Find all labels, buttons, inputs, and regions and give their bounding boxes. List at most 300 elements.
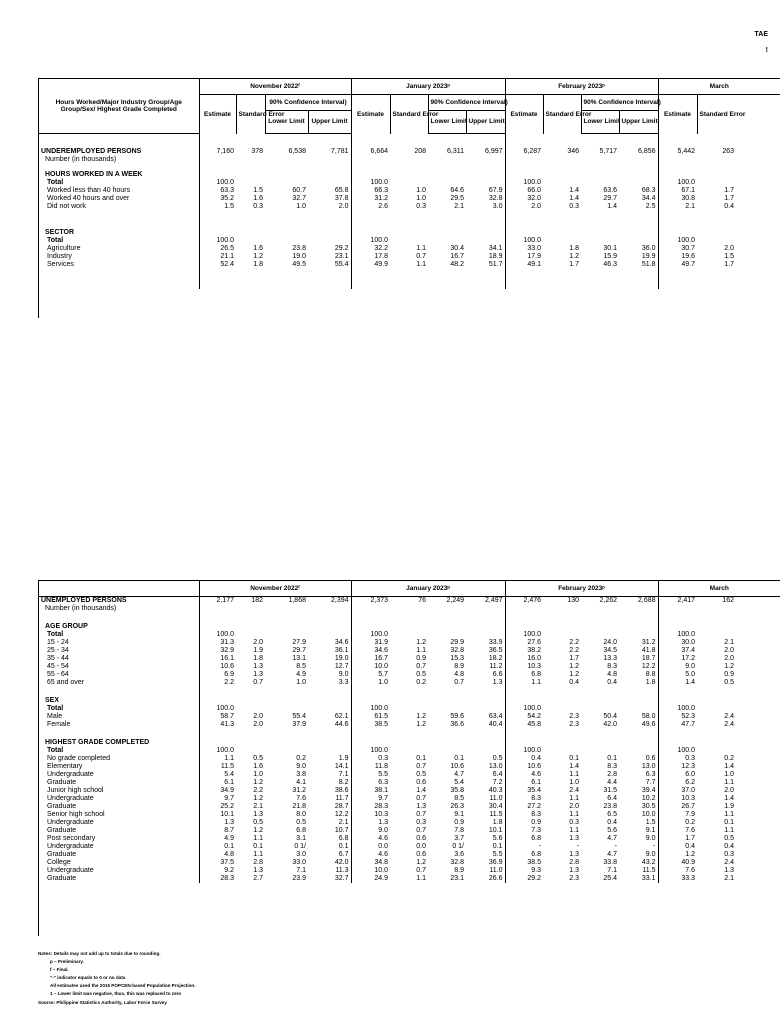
value-cell: 33.0 xyxy=(505,245,543,253)
period-header: January 2023ᵖ xyxy=(351,581,505,597)
spacer-cell xyxy=(39,613,199,623)
spacer-cell xyxy=(199,211,236,229)
value-cell xyxy=(428,623,466,631)
value-cell: 37.9 xyxy=(292,721,306,728)
spacer-cell xyxy=(466,613,505,623)
row-label: Undergraduate xyxy=(47,795,94,802)
value-cell: 38.6 xyxy=(334,787,349,794)
value-cell xyxy=(619,605,658,613)
spacer-cell xyxy=(236,613,265,623)
value-cell xyxy=(308,705,351,713)
value-cell: 2,417 xyxy=(658,597,697,606)
value-cell xyxy=(505,156,543,164)
value-cell: 1.3 xyxy=(569,835,580,842)
spacer-cell xyxy=(199,269,236,289)
value-cell xyxy=(351,229,390,237)
value-cell xyxy=(619,631,658,639)
spacer-cell xyxy=(543,141,581,148)
row-label: Graduate xyxy=(47,875,77,882)
table-row xyxy=(39,875,780,883)
value-cell: 0.5 xyxy=(253,819,263,826)
value-cell: 14.1 xyxy=(334,763,349,770)
value-cell: 3.6 xyxy=(454,851,465,858)
value-cell: 11.7 xyxy=(335,795,349,802)
table-row xyxy=(39,705,780,713)
value-cell: 19.9 xyxy=(641,253,656,260)
value-cell xyxy=(466,623,505,631)
spacer-cell xyxy=(308,134,351,142)
value-cell: 2,476 xyxy=(505,597,543,606)
value-cell: 4.1 xyxy=(296,779,306,786)
value-cell xyxy=(390,623,428,631)
value-cell: 38.2 xyxy=(505,647,543,655)
value-cell: 0.7 xyxy=(416,811,427,818)
spacer-cell xyxy=(581,729,619,739)
value-cell: 1.2 xyxy=(253,779,263,786)
value-cell: 2.7 xyxy=(253,875,263,882)
value-cell: 36.9 xyxy=(488,859,503,866)
value-cell: 26.3 xyxy=(450,803,465,810)
value-cell: 100.0 xyxy=(199,179,236,187)
value-cell: - xyxy=(576,843,580,850)
value-cell xyxy=(619,705,658,713)
value-cell: 1.9 xyxy=(253,647,263,654)
value-cell xyxy=(428,179,466,187)
row-label: Number (in thousands) xyxy=(45,605,117,612)
spacer-cell xyxy=(428,613,466,623)
spacer-cell xyxy=(697,164,736,171)
value-cell: 34.6 xyxy=(334,639,349,646)
value-cell xyxy=(351,171,390,179)
value-cell: 6.3 xyxy=(645,771,656,778)
value-cell: 6,538 xyxy=(288,148,306,155)
value-cell: 61.5 xyxy=(351,713,390,721)
value-cell: 0.3 xyxy=(351,755,390,763)
value-cell: 10.6 xyxy=(450,763,465,770)
value-cell: 0.9 xyxy=(416,655,427,662)
value-cell: 1.5 xyxy=(199,203,236,211)
value-cell: - xyxy=(505,843,543,851)
value-cell: 100.0 xyxy=(351,705,390,713)
value-cell: 100.0 xyxy=(658,747,697,755)
value-cell: 32.0 xyxy=(505,195,543,203)
row-label: Worked 40 hours and over xyxy=(47,195,130,202)
value-cell xyxy=(236,156,265,164)
value-cell: 30.8 xyxy=(658,195,697,203)
header-row-periods xyxy=(39,79,780,95)
spacer-cell xyxy=(428,164,466,171)
row-label: Male xyxy=(47,713,63,720)
spacer-cell xyxy=(308,613,351,623)
table-row xyxy=(39,639,780,647)
row-label: Agriculture xyxy=(47,245,81,252)
value-cell: 5.4 xyxy=(454,779,465,786)
value-cell: 11.8 xyxy=(351,763,390,771)
lower-limit-header: Lower Limit xyxy=(265,111,308,134)
row-label: 15 - 24 xyxy=(47,639,69,646)
spacer-cell xyxy=(505,211,543,229)
row-label: Post secondary xyxy=(47,835,96,842)
value-cell: 0.7 xyxy=(416,663,427,670)
value-cell: 1.1 xyxy=(253,835,263,842)
spacer-cell xyxy=(428,729,466,739)
value-cell xyxy=(236,171,265,179)
value-cell: 26.6 xyxy=(488,875,503,882)
value-cell: 29.7 xyxy=(603,195,618,202)
value-cell xyxy=(581,229,619,237)
value-cell xyxy=(428,705,466,713)
value-cell: 0.2 xyxy=(724,755,735,762)
value-cell: 1.6 xyxy=(253,245,263,252)
value-cell: 51.8 xyxy=(641,261,656,268)
value-cell xyxy=(619,156,658,164)
value-cell: 65.8 xyxy=(334,187,349,194)
value-cell xyxy=(308,631,351,639)
value-cell: 30.7 xyxy=(658,245,697,253)
spacer-cell xyxy=(351,141,390,148)
value-cell: - xyxy=(614,843,618,850)
value-cell: 26.7 xyxy=(658,803,697,811)
value-cell xyxy=(619,237,658,245)
spacer-cell xyxy=(39,729,199,739)
value-cell: 0.7 xyxy=(416,795,427,802)
confidence-interval-header: 90% Confidence Interval) xyxy=(428,95,505,111)
spacer-cell xyxy=(697,613,736,623)
spacer-cell xyxy=(308,164,351,171)
value-cell: 2,688 xyxy=(619,597,658,606)
value-cell: 1.8 xyxy=(645,679,656,686)
value-cell: 9.0 xyxy=(296,763,306,770)
value-cell: 1.1 xyxy=(724,779,735,786)
value-cell: 10.3 xyxy=(658,795,697,803)
period-header: February 2023ᵖ xyxy=(505,79,658,95)
estimate-header: Estimate xyxy=(199,95,236,134)
value-cell: 2.4 xyxy=(569,787,580,794)
value-cell xyxy=(351,697,390,705)
value-cell: 5.5 xyxy=(492,851,503,858)
table-row xyxy=(39,631,780,639)
value-cell: 1.7 xyxy=(724,195,735,202)
table-row xyxy=(39,771,780,779)
value-cell: 1.0 xyxy=(416,195,427,202)
table-row xyxy=(39,148,780,156)
spacer-cell xyxy=(236,269,265,289)
value-cell xyxy=(265,171,308,179)
value-cell xyxy=(505,171,543,179)
value-cell: 1.2 xyxy=(416,859,427,866)
value-cell xyxy=(581,171,619,179)
value-cell: 0.4 xyxy=(724,203,735,210)
value-cell xyxy=(308,156,351,164)
value-cell: 1.4 xyxy=(607,203,618,210)
value-cell: 63.3 xyxy=(199,187,236,195)
value-cell: 1.3 xyxy=(253,663,263,670)
value-cell xyxy=(428,747,466,755)
value-cell xyxy=(390,171,428,179)
row-label: UNEMPLOYED PERSONS xyxy=(39,597,199,606)
value-cell: 2.3 xyxy=(569,721,580,728)
value-cell xyxy=(505,605,543,613)
value-cell xyxy=(619,179,658,187)
value-cell xyxy=(697,747,736,755)
value-cell xyxy=(308,697,351,705)
confidence-interval-header: 90% Confidence Interval) xyxy=(265,95,351,111)
value-cell: 2.0 xyxy=(724,647,735,654)
value-cell: 6.0 xyxy=(658,771,697,779)
value-cell: 52.4 xyxy=(199,261,236,269)
underemployed-persons-table xyxy=(39,78,780,289)
value-cell: 67.1 xyxy=(658,187,697,195)
value-cell xyxy=(697,605,736,613)
value-cell: 46.3 xyxy=(603,261,618,268)
value-cell xyxy=(543,156,581,164)
spacer-cell xyxy=(581,687,619,697)
value-cell: 1.4 xyxy=(658,679,697,687)
value-cell xyxy=(466,697,505,705)
value-cell xyxy=(581,179,619,187)
value-cell: 7,160 xyxy=(199,148,236,156)
value-cell: 100.0 xyxy=(658,237,697,245)
spacer-cell xyxy=(265,613,308,623)
value-cell: 0.3 xyxy=(569,203,580,210)
table-row xyxy=(39,867,780,875)
spacer-cell xyxy=(265,211,308,229)
value-cell: 6.3 xyxy=(351,779,390,787)
value-cell: 6.8 xyxy=(505,835,543,843)
value-cell: 9.7 xyxy=(351,795,390,803)
value-cell xyxy=(697,705,736,713)
value-cell: 1.1 xyxy=(199,755,236,763)
value-cell: 2.2 xyxy=(569,639,580,646)
value-cell: 1.2 xyxy=(658,851,697,859)
value-cell: 1.5 xyxy=(724,253,735,260)
value-cell: 11.0 xyxy=(489,867,503,874)
value-cell: 15.9 xyxy=(603,253,618,260)
spacer-cell xyxy=(390,211,428,229)
value-cell: 1.0 xyxy=(416,187,427,194)
value-cell xyxy=(236,623,265,631)
value-cell: 16.7 xyxy=(450,253,465,260)
value-cell: 2,262 xyxy=(581,597,619,606)
value-cell: 10.6 xyxy=(505,763,543,771)
value-cell: 10.7 xyxy=(334,827,349,834)
table-body xyxy=(39,134,780,290)
value-cell: 11.5 xyxy=(199,763,236,771)
value-cell: 34.6 xyxy=(351,647,390,655)
table-row xyxy=(39,697,780,705)
value-cell: 24.0 xyxy=(603,639,618,646)
value-cell: 31.9 xyxy=(351,639,390,647)
value-cell: 1.9 xyxy=(338,755,349,762)
value-cell: 63.6 xyxy=(603,187,618,194)
value-cell: 21.8 xyxy=(292,803,306,810)
value-cell: 34.9 xyxy=(199,787,236,795)
value-cell xyxy=(265,237,308,245)
value-cell: 4.6 xyxy=(505,771,543,779)
value-cell: 5,442 xyxy=(658,148,697,156)
spacer-cell xyxy=(390,729,428,739)
value-cell: 1.3 xyxy=(253,671,263,678)
value-cell: 100.0 xyxy=(199,631,236,639)
value-cell: 17.8 xyxy=(351,253,390,261)
value-cell: 25.4 xyxy=(603,875,618,882)
value-cell: 7.2 xyxy=(492,779,503,786)
value-cell: 63.4 xyxy=(488,713,503,720)
value-cell: 9.0 xyxy=(645,835,656,842)
upper-limit-header: Upper Limit xyxy=(308,111,351,134)
value-cell: 1.0 xyxy=(253,771,263,778)
spacer-cell xyxy=(466,211,505,229)
value-cell: 6.8 xyxy=(505,851,543,859)
spacer-cell xyxy=(543,729,581,739)
value-cell: 0.7 xyxy=(454,679,465,686)
value-cell: 1.2 xyxy=(724,663,735,670)
value-cell: 1.2 xyxy=(253,795,263,802)
spacer-cell xyxy=(619,269,658,289)
value-cell: 23.1 xyxy=(334,253,349,260)
value-cell: 1.1 xyxy=(569,827,580,834)
spacer-cell xyxy=(697,269,736,289)
value-cell: 0.9 xyxy=(505,819,543,827)
value-cell: 41.8 xyxy=(641,647,656,654)
value-cell: 27.6 xyxy=(505,639,543,647)
value-cell xyxy=(351,623,390,631)
value-cell: 33.8 xyxy=(603,859,618,866)
row-label: Industry xyxy=(47,253,72,260)
value-cell xyxy=(581,697,619,705)
underemployed-table-container xyxy=(38,78,746,318)
value-cell: 23.1 xyxy=(450,875,465,882)
value-cell: 18.9 xyxy=(488,253,503,260)
value-cell xyxy=(428,739,466,747)
spacer-cell xyxy=(658,729,697,739)
table-row xyxy=(39,156,780,164)
value-cell: 10.3 xyxy=(351,811,390,819)
value-cell xyxy=(466,156,505,164)
value-cell: 54.2 xyxy=(505,713,543,721)
value-cell: 1.7 xyxy=(569,655,580,662)
spacer-cell xyxy=(428,141,466,148)
value-cell xyxy=(466,631,505,639)
spacer-cell xyxy=(428,687,466,697)
table-row xyxy=(39,843,780,851)
value-cell: 32.9 xyxy=(199,647,236,655)
value-cell: 100.0 xyxy=(199,237,236,245)
table-row xyxy=(39,655,780,663)
value-cell xyxy=(697,156,736,164)
value-cell: 100.0 xyxy=(351,747,390,755)
table-row xyxy=(39,253,780,261)
value-cell xyxy=(697,237,736,245)
value-cell: 10.2 xyxy=(641,795,656,802)
unemployed-persons-table xyxy=(39,580,780,883)
value-cell: 7.7 xyxy=(645,779,656,786)
value-cell: 5.7 xyxy=(351,671,390,679)
spacer-cell xyxy=(505,134,543,142)
row-label: Undergraduate xyxy=(47,843,94,850)
table-row xyxy=(39,187,780,195)
table-notes xyxy=(38,950,738,1007)
value-cell: 34.8 xyxy=(351,859,390,867)
value-cell: 13.0 xyxy=(641,763,656,770)
spacer-cell xyxy=(39,134,199,142)
value-cell xyxy=(351,605,390,613)
table-row xyxy=(39,827,780,835)
value-cell: 10.3 xyxy=(505,663,543,671)
value-cell: 0.4 xyxy=(658,843,697,851)
spacer-cell xyxy=(199,687,236,697)
value-cell: 346 xyxy=(567,148,580,155)
value-cell: 1,868 xyxy=(265,597,308,606)
value-cell: 9.0 xyxy=(338,671,349,678)
value-cell: 8.8 xyxy=(645,671,656,678)
value-cell: 58.0 xyxy=(641,713,656,720)
value-cell: 16.0 xyxy=(505,655,543,663)
value-cell xyxy=(658,156,697,164)
value-cell: 11.2 xyxy=(489,663,503,670)
note-line: All estimates used the 2015 POPCEN-based Population Projection. xyxy=(50,983,196,989)
spacer-cell xyxy=(39,269,199,289)
value-cell: 30.0 xyxy=(658,639,697,647)
value-cell: 64.6 xyxy=(450,187,465,194)
spacer-cell xyxy=(505,613,543,623)
table-row xyxy=(39,179,780,187)
value-cell: 38.5 xyxy=(505,859,543,867)
value-cell xyxy=(619,739,658,747)
value-cell: 1.1 xyxy=(724,811,735,818)
row-label: Services xyxy=(47,261,74,268)
value-cell: 0 1/ xyxy=(452,843,465,850)
value-cell: 0.2 xyxy=(296,755,306,762)
value-cell: 6.1 xyxy=(199,779,236,787)
value-cell: 2.4 xyxy=(724,859,735,866)
value-cell: 68.3 xyxy=(641,187,656,194)
value-cell: 0 1/ xyxy=(294,843,306,850)
value-cell: 8.3 xyxy=(505,811,543,819)
value-cell: 1.1 xyxy=(724,827,735,834)
value-cell xyxy=(543,623,581,631)
value-cell: 21.1 xyxy=(199,253,236,261)
value-cell xyxy=(236,631,265,639)
spacer-row xyxy=(39,613,780,623)
spacer-cell xyxy=(236,211,265,229)
value-cell: 33.1 xyxy=(641,875,656,882)
value-cell: 0.4 xyxy=(607,819,618,826)
value-cell xyxy=(619,747,658,755)
spacer-cell xyxy=(466,141,505,148)
row-label: Undergraduate xyxy=(47,819,94,826)
value-cell: 0.4 xyxy=(569,679,580,686)
table-row xyxy=(39,835,780,843)
value-cell xyxy=(199,739,236,747)
value-cell: 1.3 xyxy=(569,867,580,874)
value-cell: 0.9 xyxy=(724,671,735,678)
value-cell xyxy=(505,623,543,631)
value-cell: 33.9 xyxy=(488,639,503,646)
value-cell: 1.0 xyxy=(351,679,390,687)
table-row xyxy=(39,747,780,755)
value-cell: 6.8 xyxy=(505,671,543,679)
value-cell: 27.2 xyxy=(505,803,543,811)
row-label: SECTOR xyxy=(45,229,75,236)
value-cell: 24.9 xyxy=(351,875,390,883)
value-cell: 18.7 xyxy=(641,655,656,662)
value-cell: 12.7 xyxy=(334,663,349,670)
value-cell: 9.3 xyxy=(505,867,543,875)
row-label: HIGHEST GRADE COMPLETED xyxy=(45,739,150,746)
value-cell xyxy=(543,171,581,179)
value-cell: 6,997 xyxy=(484,148,503,155)
